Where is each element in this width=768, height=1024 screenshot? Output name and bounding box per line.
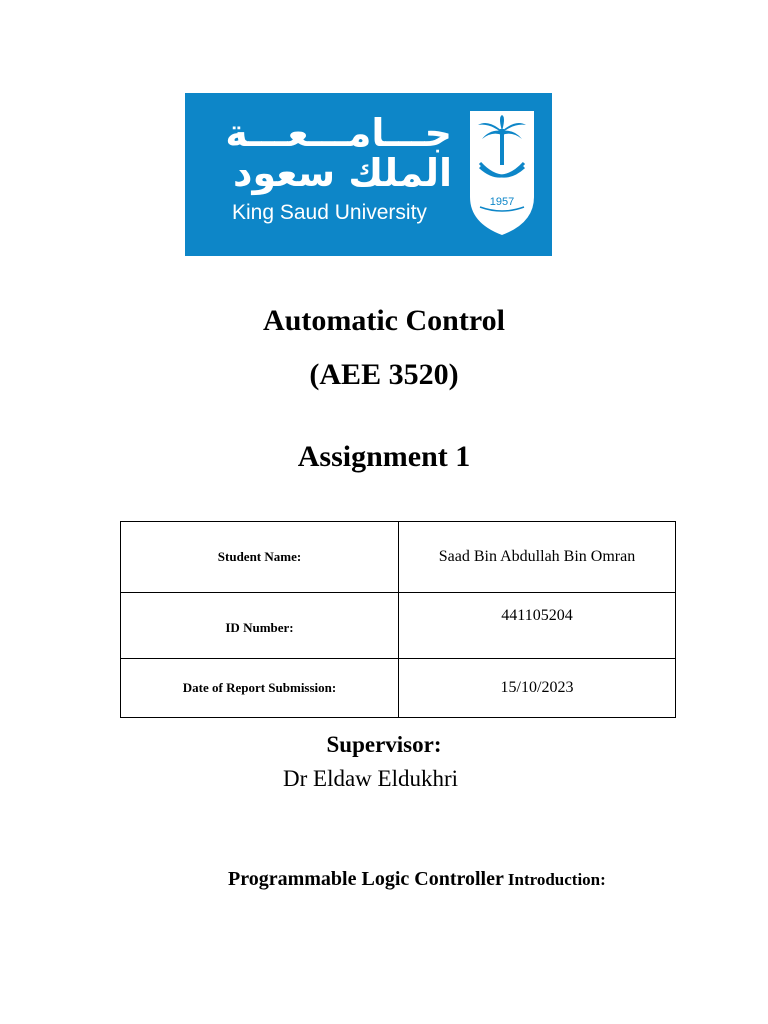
supervisor-name: Dr Eldaw Eldukhri <box>283 766 459 791</box>
submission-date-label: Date of Report Submission: <box>121 659 399 718</box>
palm-swords-emblem-icon <box>470 111 534 235</box>
student-name-label: Student Name: <box>121 522 399 593</box>
id-number-value: 441105204 <box>399 593 676 659</box>
table-row <box>121 593 676 659</box>
section-heading-suffix: Introduction: <box>507 870 606 889</box>
table-row <box>121 659 676 718</box>
logo-arabic-line1: جـــامـــعـــة <box>225 111 452 155</box>
logo-arabic-line2: الملك سعود <box>232 151 452 195</box>
university-logo <box>185 93 552 256</box>
assignment-title: Assignment 1 <box>297 440 471 473</box>
student-info-table <box>120 521 676 718</box>
course-code: (AEE 3520) <box>309 358 459 391</box>
submission-date-value: 15/10/2023 <box>399 659 676 718</box>
supervisor-label: Supervisor: <box>326 732 442 757</box>
course-title: Automatic Control <box>263 304 505 337</box>
section-heading-main: Programmable Logic Controller <box>228 868 504 890</box>
logo-year: 1957 <box>489 196 515 208</box>
student-name-value: Saad Bin Abdullah Bin Omran <box>399 522 676 593</box>
logo-english-name: King Saud University <box>232 201 427 224</box>
id-number-label: ID Number: <box>121 593 399 659</box>
section-heading <box>228 868 606 891</box>
table-row <box>121 522 676 593</box>
